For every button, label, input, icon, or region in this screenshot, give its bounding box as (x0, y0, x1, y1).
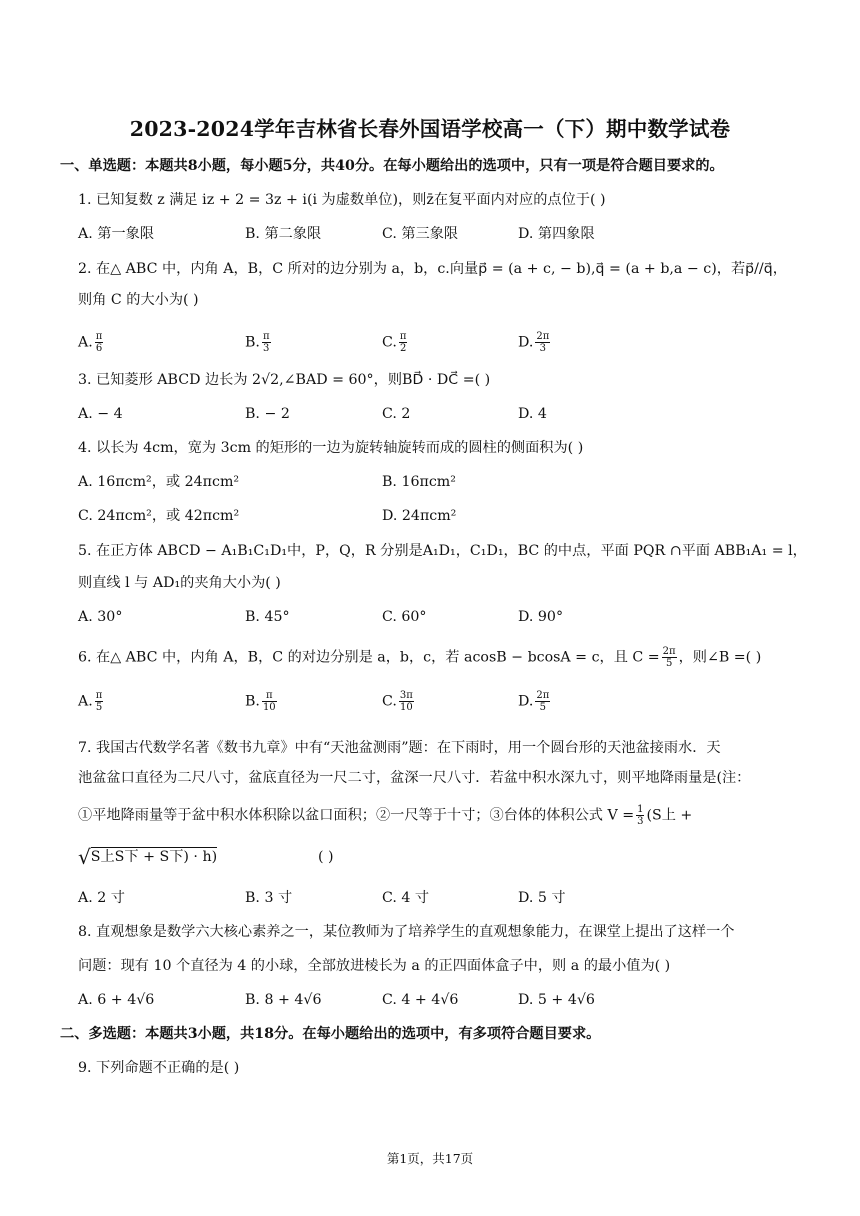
q4-option-d: D. 24πcm² (382, 508, 457, 524)
question-7-stem-line1: 7. 我国古代数学名著《数书九章》中有“天池盆测雨”题：在下雨时，用一个圆台形的天池盆接雨水．天 (78, 740, 721, 756)
question-9-stem: 9. 下列命题不正确的是( ) (78, 1060, 240, 1076)
q2-option-b: B. $\frac{\pi}{3}$ (245, 331, 270, 354)
q5-option-b: B. 45° (245, 609, 290, 625)
q7-option-c: C. 4 寸 (382, 890, 430, 906)
q6-option-c: C. $\frac{3\pi}{10}$ (382, 690, 413, 713)
q1-option-d: D. 第四象限 (518, 226, 595, 242)
page-title: 2023-2024学年吉林省长春外国语学校高一（下）期中数学试卷 (129, 117, 731, 141)
question-5-stem-line2: 则直线 l 与 AD₁的夹角大小为( ) (78, 575, 281, 591)
q8-option-a: A. 6 + 4√6 (78, 992, 155, 1008)
question-4-stem: 4. 以长为 4cm，宽为 3cm 的矩形的一边为旋转轴旋转而成的圆柱的侧面积为( ) (78, 440, 584, 456)
q5-option-c: C. 60° (382, 609, 427, 625)
q1-option-a: A. 第一象限 (78, 226, 155, 242)
q1-option-b: B. 第二象限 (245, 226, 322, 242)
q1-option-c: C. 第三象限 (382, 226, 459, 242)
question-5-stem-line1: 5. 在正方体 ABCD − A₁B₁C₁D₁中，P，Q，R 分别是A₁D₁，C₁D₁，BC 的中点，平面 PQR ∩平面 ABB₁A₁ = l， (78, 543, 807, 559)
question-1-stem: 1. 已知复数 z 满足 iz + 2 = 3z + i(i 为虚数单位)，则z̄在复平面内对应的点位于( ) (78, 192, 606, 208)
question-7-stem-line2: 池盆盆口直径为二尺八寸，盆底直径为一尺二寸，盆深一尺八寸．若盆中积水深九寸，则平地降雨量是(注： (78, 770, 751, 786)
q4-option-b: B. 16πcm² (382, 474, 456, 490)
q2-option-a: A. $\frac{\pi}{6}$ (78, 331, 103, 354)
q7-answer-paren: ( ) (318, 849, 334, 865)
page-footer: 第1页，共17页 (386, 1151, 474, 1166)
question-7-stem-line3: ①平地降雨量等于盆中积水体积除以盆口面积；②一尺等于十寸；③台体的体积公式 V = $\frac{1}{3}$ (S上 + (78, 804, 693, 827)
q7-option-b: B. 3 寸 (245, 890, 293, 906)
q7-option-a: A. 2 寸 (78, 890, 125, 906)
question-3-stem: 3. 已知菱形 ABCD 边长为 2√2,∠BAD = 60°，则BD⃗ · DC⃗ =( ) (78, 372, 491, 388)
q6-option-d: D. $\frac{2\pi}{5}$ (518, 690, 550, 713)
q6-option-a: A. $\frac{\pi}{5}$ (78, 690, 103, 713)
q4-option-c: C. 24πcm²，或 42πcm² (78, 508, 240, 524)
q5-option-a: A. 30° (78, 609, 123, 625)
q3-option-a: A. − 4 (78, 406, 123, 422)
q8-option-c: C. 4 + 4√6 (382, 992, 459, 1008)
q6-option-b: B. $\frac{\pi}{10}$ (245, 690, 276, 713)
q8-option-d: D. 5 + 4√6 (518, 992, 595, 1008)
question-7-stem-line4: √S上S下 + S下) · h) (78, 845, 218, 869)
q3-option-c: C. 2 (382, 406, 411, 422)
q3-option-d: D. 4 (518, 406, 547, 422)
q5-option-d: D. 90° (518, 609, 564, 625)
section-heading-single-choice: 一、单选题：本题共8小题，每小题5分，共40分。在每小题给出的选项中，只有一项是符合题目要求的。 (60, 158, 724, 174)
question-2-stem-line2: 则角 C 的大小为( ) (78, 292, 199, 308)
q2-option-d: D. $\frac{2\pi}{3}$ (518, 331, 550, 354)
question-2-stem-line1: 2. 在△ ABC 中，内角 A，B，C 所对的边分别为 a，b，c.向量p⃗ = (a + c, − b),q⃗ = (a + b,a − c)，若p⃗//q⃗， (78, 261, 787, 277)
question-6-stem: 6. 在△ ABC 中，内角 A，B，C 的对边分别是 a，b，c，若 acosB − bcosA = c，且 C = $\frac{2\pi}{5}$ ，则∠B =( ) (78, 646, 762, 669)
q4-option-a: A. 16πcm²，或 24πcm² (78, 474, 240, 490)
question-8-stem-line1: 8. 直观想象是数学六大核心素养之一，某位教师为了培养学生的直观想象能力，在课堂上提出了这样一个 (78, 924, 735, 940)
q7-option-d: D. 5 寸 (518, 890, 566, 906)
question-8-stem-line2: 问题：现有 10 个直径为 4 的小球，全部放进棱长为 a 的正四面体盒子中，则 a 的最小值为( ) (78, 958, 671, 974)
q2-option-c: C. $\frac{\pi}{2}$ (382, 331, 407, 354)
section-heading-multi-choice: 二、多选题：本题共3小题，共18分。在每小题给出的选项中，有多项符合题目要求。 (60, 1026, 601, 1042)
q3-option-b: B. − 2 (245, 406, 290, 422)
q8-option-b: B. 8 + 4√6 (245, 992, 322, 1008)
